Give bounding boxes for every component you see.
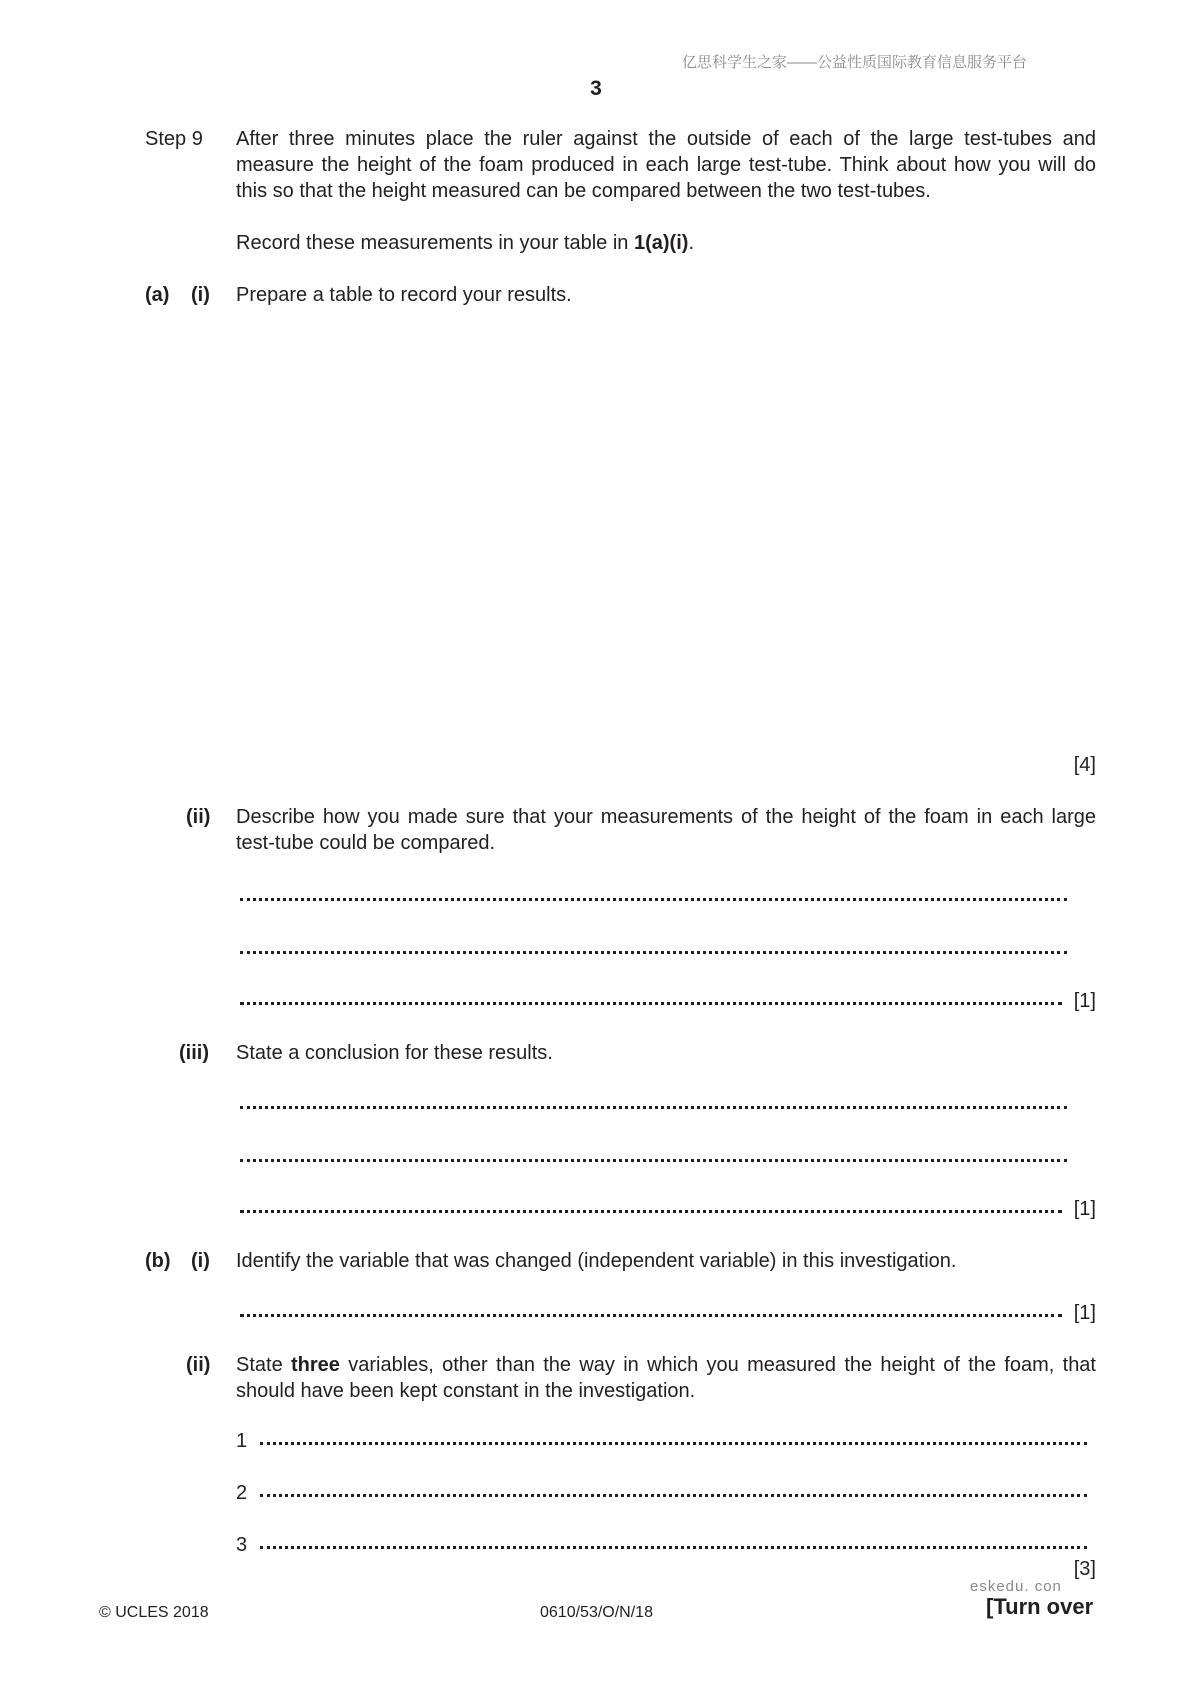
copyright: © UCLES 2018 <box>99 1604 209 1621</box>
part-b-label: (b) <box>145 1250 171 1272</box>
header-watermark: 亿思科学生之家——公益性质国际教育信息服务平台 <box>682 54 1028 71</box>
a-ii-answer-line-1[interactable] <box>240 892 1067 901</box>
b-i-mark: [1] <box>1073 1302 1096 1324</box>
a-ii-label: (ii) <box>186 806 211 828</box>
a-iii-answer-line-3[interactable] <box>240 1204 1062 1213</box>
b-i-label: (i) <box>191 1250 210 1272</box>
page-number: 3 <box>590 77 602 100</box>
b-ii-text <box>236 1352 1096 1404</box>
part-a-label: (a) <box>145 284 170 306</box>
footer-watermark: eskedu. con <box>970 1578 1062 1595</box>
step-text: After three minutes place the ruler against the outside of each of the large test-tubes and measure the height of the foam produced in each large test-tube. Think about how you will do this so that the height measured can be compared between the two test-tubes. <box>236 128 1096 202</box>
turn-over: [Turn over <box>986 1594 1094 1619</box>
a-ii-mark: [1] <box>1073 990 1096 1012</box>
a-ii-text: Describe how you made sure that your measurements of the height of the foam in each large test-tube could be compared. <box>236 806 1096 854</box>
b-ii-text-prefix: State <box>236 1354 292 1376</box>
a-iii-answer-line-2[interactable] <box>240 1153 1067 1162</box>
a-iii-text: State a conclusion for these results. <box>236 1042 553 1064</box>
b-ii-answer-line-1[interactable] <box>260 1436 1087 1445</box>
b-i-answer-line[interactable] <box>240 1308 1062 1317</box>
table-answer-space[interactable] <box>236 320 1096 730</box>
b-ii-item-2-number: 2 <box>236 1482 248 1504</box>
record-ref: 1(a)(i) <box>633 232 689 254</box>
b-ii-answer-line-2[interactable] <box>260 1488 1087 1497</box>
a-iii-mark: [1] <box>1073 1198 1096 1220</box>
record-prefix: Record these measurements in your table in <box>236 232 634 254</box>
a-iii-label: (iii) <box>179 1042 209 1064</box>
b-ii-text-bold: three <box>291 1354 340 1376</box>
a-ii-answer-line-2[interactable] <box>240 945 1067 954</box>
record-instruction <box>236 230 1096 256</box>
b-ii-label: (ii) <box>186 1354 211 1376</box>
b-ii-mark: [3] <box>1073 1558 1096 1580</box>
record-suffix: . <box>688 232 694 254</box>
b-ii-answer-line-3[interactable] <box>260 1540 1087 1549</box>
a-i-mark: [4] <box>1073 754 1096 776</box>
b-i-text: Identify the variable that was changed (independent variable) in this investigation. <box>236 1250 957 1272</box>
a-i-text: Prepare a table to record your results. <box>236 284 572 306</box>
paper-code: 0610/53/O/N/18 <box>540 1604 653 1621</box>
b-ii-item-3-number: 3 <box>236 1534 248 1556</box>
a-iii-answer-line-1[interactable] <box>240 1100 1067 1109</box>
step-label: Step 9 <box>145 128 203 150</box>
a-i-label: (i) <box>191 284 210 306</box>
b-ii-text-suffix: variables, other than the way in which you measured the height of the foam, that should have been kept constant in the investigation. <box>236 1354 1096 1402</box>
b-ii-item-1-number: 1 <box>236 1430 248 1452</box>
a-ii-answer-line-3[interactable] <box>240 996 1062 1005</box>
